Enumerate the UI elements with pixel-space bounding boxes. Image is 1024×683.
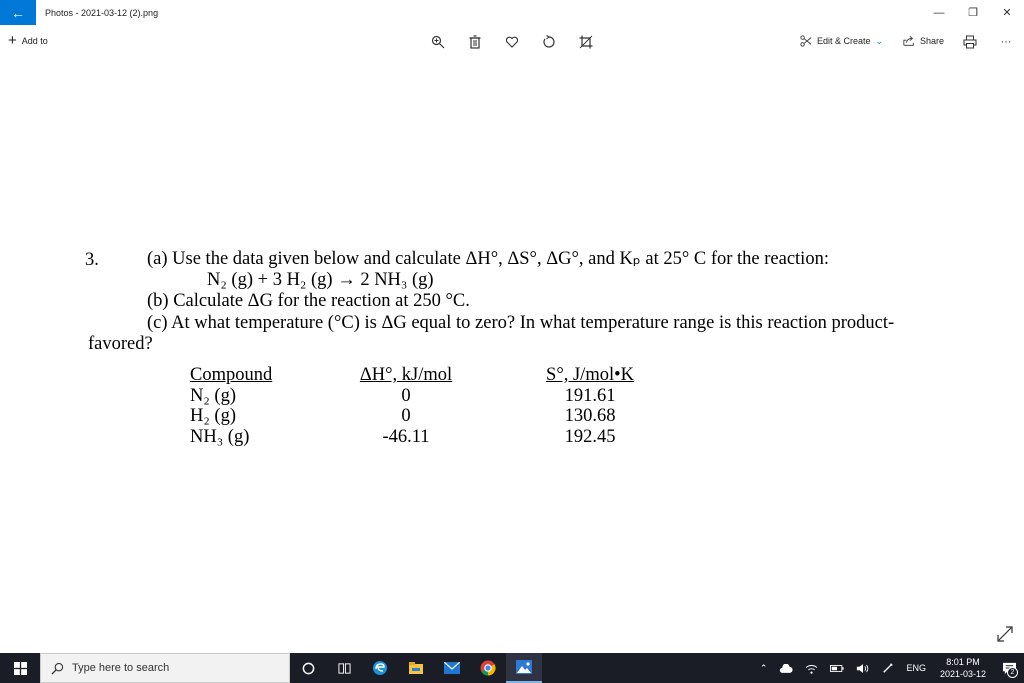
share-icon bbox=[903, 35, 915, 47]
window-controls bbox=[922, 0, 1024, 25]
chevron-down-icon: ⌄ bbox=[875, 35, 884, 46]
table-column-compound bbox=[190, 365, 272, 447]
expand-icon bbox=[996, 625, 1014, 643]
window-title: Photos - 2021-03-12 (2).png bbox=[45, 7, 159, 18]
search-icon bbox=[51, 662, 64, 675]
question-number: 3. bbox=[85, 250, 99, 270]
task-view-button[interactable] bbox=[326, 653, 362, 683]
table-cell: N₂ (g) bbox=[190, 385, 237, 406]
wifi-icon bbox=[805, 663, 818, 674]
chevron-up-icon: ⌃ bbox=[759, 662, 768, 673]
folder-icon bbox=[408, 661, 424, 675]
rotate-icon bbox=[542, 35, 556, 49]
table-cell: -46.11 bbox=[382, 426, 430, 447]
add-to-label: Add to bbox=[21, 36, 48, 46]
table-column-entropy bbox=[543, 365, 637, 447]
edge-browser-icon bbox=[372, 660, 388, 676]
volume-button[interactable] bbox=[850, 653, 876, 683]
pen-workspace-button[interactable] bbox=[876, 653, 900, 683]
question-part-a: (a) Use the data given below and calculate ΔH°, ΔS°, ΔG°, and Kₚ at 25° C for the reaction: bbox=[147, 249, 829, 269]
printer-icon bbox=[963, 35, 977, 49]
question-part-b: (b) Calculate ΔG for the reaction at 250 °C. bbox=[147, 291, 470, 311]
favorite-button[interactable] bbox=[503, 33, 521, 51]
share-label: Share bbox=[920, 36, 945, 46]
clock-date: 2021-03-12 bbox=[939, 669, 986, 679]
table-header: S°, J/mol•K bbox=[546, 365, 634, 385]
expand-button[interactable] bbox=[996, 625, 1014, 643]
cloud-icon bbox=[779, 664, 793, 673]
table-column-enthalpy bbox=[355, 365, 457, 447]
windows-logo-icon bbox=[14, 662, 27, 675]
table-cell: 191.61 bbox=[564, 385, 616, 406]
pen-icon bbox=[882, 662, 894, 674]
image-viewport bbox=[0, 60, 1024, 653]
photos-button[interactable] bbox=[506, 653, 542, 683]
task-view-icon bbox=[338, 662, 351, 675]
table-cell: H₂ (g) bbox=[190, 406, 237, 426]
onedrive-button[interactable] bbox=[773, 653, 799, 683]
table-header: ΔH°, kJ/mol bbox=[359, 365, 453, 385]
battery-icon bbox=[830, 664, 844, 673]
minimize-icon: — bbox=[933, 6, 945, 19]
cortana-button[interactable] bbox=[290, 653, 326, 683]
restore-button[interactable] bbox=[956, 0, 990, 25]
rotate-button[interactable] bbox=[540, 33, 558, 51]
table-header: Compound bbox=[190, 365, 273, 385]
question-part-c-continued: favored? bbox=[88, 334, 153, 354]
zoom-icon bbox=[431, 35, 445, 49]
crop-button[interactable] bbox=[577, 33, 595, 51]
table-cell: 0 bbox=[401, 406, 411, 426]
delete-button[interactable] bbox=[466, 33, 484, 51]
notification-count-badge: 2 bbox=[1007, 667, 1018, 678]
network-button[interactable] bbox=[799, 653, 824, 683]
more-button[interactable] bbox=[997, 33, 1015, 51]
title-bar bbox=[0, 0, 1024, 25]
question-part-c: (c) At what temperature (°C) is ΔG equal to zero? In what temperature range is this reaction product- bbox=[147, 313, 895, 333]
arrow-left-icon: ← bbox=[11, 4, 25, 21]
close-icon: ✕ bbox=[1002, 7, 1012, 19]
back-button[interactable] bbox=[0, 0, 36, 25]
start-button[interactable] bbox=[0, 653, 40, 683]
input-language-button[interactable]: ENG bbox=[906, 663, 926, 673]
taskbar bbox=[0, 653, 1024, 683]
edit-create-button[interactable] bbox=[800, 35, 883, 47]
file-explorer-button[interactable] bbox=[398, 653, 434, 683]
system-tray bbox=[754, 653, 1024, 683]
minimize-button[interactable] bbox=[922, 0, 956, 25]
show-hidden-icons-button[interactable] bbox=[754, 653, 774, 683]
trash-icon bbox=[468, 35, 482, 49]
cortana-icon bbox=[302, 662, 315, 675]
table-cell: 0 bbox=[401, 385, 411, 406]
table-cell: 130.68 bbox=[564, 406, 616, 426]
speaker-icon bbox=[856, 663, 870, 674]
restore-icon: ❐ bbox=[968, 7, 978, 19]
more-icon: ··· bbox=[1000, 36, 1012, 48]
action-center-button[interactable] bbox=[994, 653, 1024, 683]
battery-button[interactable] bbox=[824, 653, 850, 683]
edit-create-label: Edit & Create bbox=[817, 36, 871, 46]
edit-create-icon bbox=[800, 35, 812, 47]
share-button[interactable] bbox=[903, 35, 944, 47]
crop-icon bbox=[579, 35, 593, 49]
search-placeholder: Type here to search bbox=[72, 662, 170, 674]
photos-icon bbox=[516, 660, 532, 674]
chrome-button[interactable] bbox=[470, 653, 506, 683]
edge-button[interactable] bbox=[362, 653, 398, 683]
table-cell: 192.45 bbox=[564, 426, 616, 447]
zoom-button[interactable] bbox=[429, 33, 447, 51]
mail-button[interactable] bbox=[434, 653, 470, 683]
add-to-button[interactable] bbox=[8, 34, 48, 48]
plus-icon: + bbox=[8, 32, 17, 49]
table-cell: NH₃ (g) bbox=[190, 426, 250, 447]
mail-icon bbox=[444, 662, 460, 674]
taskbar-search-box[interactable] bbox=[40, 653, 290, 683]
clock-time: 8:01 PM bbox=[946, 657, 980, 667]
chrome-icon bbox=[480, 660, 496, 676]
heart-icon bbox=[505, 35, 519, 49]
toolbar bbox=[0, 25, 1024, 59]
clock[interactable] bbox=[932, 656, 994, 680]
close-button[interactable] bbox=[990, 0, 1024, 25]
print-button[interactable] bbox=[961, 33, 979, 51]
reaction-equation: N₂ (g) + 3 H₂ (g) → 2 NH₃ (g) bbox=[207, 270, 434, 290]
